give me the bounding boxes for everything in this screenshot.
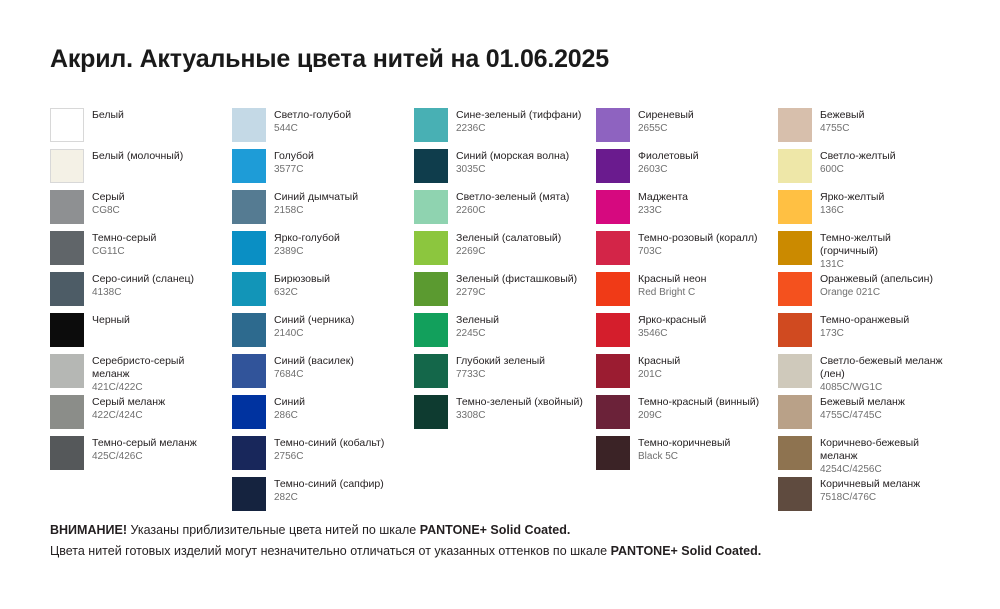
color-name: Синий (черника) bbox=[274, 314, 355, 326]
swatch-labels bbox=[92, 313, 130, 327]
color-name: Ярко-желтый bbox=[820, 191, 885, 203]
swatch-labels bbox=[92, 108, 124, 122]
page-title: Акрил. Актуальные цвета нитей на 01.06.2025 bbox=[50, 45, 609, 73]
swatch-row bbox=[414, 231, 596, 271]
color-chip bbox=[778, 436, 812, 470]
footer-line-2 bbox=[50, 541, 761, 562]
color-code: Red Bright C bbox=[638, 287, 696, 299]
color-code: 7733C bbox=[456, 369, 486, 381]
color-name: Синий (морская волна) bbox=[456, 150, 570, 162]
swatch-row bbox=[778, 231, 960, 271]
color-code: 209C bbox=[638, 410, 662, 422]
swatch-labels bbox=[638, 354, 680, 382]
swatch-row bbox=[232, 231, 414, 271]
swatch-row bbox=[596, 231, 778, 271]
color-chip bbox=[414, 231, 448, 265]
color-code: 2236C bbox=[456, 123, 486, 135]
swatch-row bbox=[414, 149, 596, 189]
swatch-row bbox=[232, 436, 414, 476]
swatch-row bbox=[414, 313, 596, 353]
color-chip bbox=[50, 272, 84, 306]
color-chip bbox=[596, 108, 630, 142]
color-chip bbox=[414, 313, 448, 347]
swatch-row bbox=[50, 354, 232, 394]
swatch-labels bbox=[274, 313, 354, 341]
swatch-labels bbox=[820, 313, 909, 341]
color-chip bbox=[50, 231, 84, 265]
color-name: Светло-зеленый (мята) bbox=[456, 191, 570, 203]
swatch-labels bbox=[820, 354, 948, 395]
color-chip bbox=[50, 395, 84, 429]
color-chip bbox=[596, 149, 630, 183]
color-name: Синий bbox=[274, 396, 305, 408]
color-chip bbox=[778, 313, 812, 347]
swatch-labels bbox=[274, 108, 351, 136]
color-chip bbox=[596, 313, 630, 347]
swatch-labels bbox=[92, 231, 156, 259]
swatch-labels bbox=[274, 477, 384, 505]
color-name: Коричнево-бежевый меланж bbox=[820, 437, 920, 463]
color-code: 4755C bbox=[820, 123, 850, 135]
swatch-labels bbox=[274, 231, 340, 259]
color-chip bbox=[778, 395, 812, 429]
swatch-labels bbox=[274, 395, 305, 423]
color-code: 4755C/4745C bbox=[820, 410, 882, 422]
swatch-column bbox=[232, 108, 414, 518]
color-chip bbox=[50, 354, 84, 388]
color-name: Темно-коричневый bbox=[638, 437, 731, 449]
swatch-row bbox=[778, 313, 960, 353]
swatch-row bbox=[596, 190, 778, 230]
swatch-labels bbox=[456, 272, 577, 300]
color-name: Оранжевый (апельсин) bbox=[820, 273, 933, 285]
color-chip bbox=[596, 354, 630, 388]
color-name: Серый bbox=[92, 191, 125, 203]
color-code: 233C bbox=[638, 205, 662, 217]
color-chip bbox=[232, 477, 266, 511]
color-chip bbox=[50, 190, 84, 224]
footer-pantone-label-2: PANTONE+ Solid Coated. bbox=[610, 543, 762, 558]
swatch-labels bbox=[456, 395, 583, 423]
color-name: Синий (василек) bbox=[274, 355, 354, 367]
color-name: Ярко-красный bbox=[638, 314, 707, 326]
color-name: Темно-серый bbox=[92, 232, 157, 244]
color-code: Orange 021C bbox=[820, 287, 881, 299]
swatch-row bbox=[414, 108, 596, 148]
color-code: 2260C bbox=[456, 205, 486, 217]
color-chip bbox=[232, 313, 266, 347]
color-chip bbox=[232, 436, 266, 470]
color-code: 3035C bbox=[456, 164, 486, 176]
swatch-row bbox=[778, 436, 960, 476]
color-chip bbox=[414, 272, 448, 306]
swatch-labels bbox=[274, 272, 330, 300]
swatch-labels bbox=[456, 190, 569, 218]
color-chip bbox=[50, 149, 84, 183]
color-name: Белый bbox=[92, 109, 124, 121]
color-chip bbox=[596, 436, 630, 470]
color-chip bbox=[778, 190, 812, 224]
color-chip bbox=[778, 272, 812, 306]
color-chip bbox=[232, 354, 266, 388]
swatch-labels bbox=[456, 108, 581, 136]
color-code: 2603C bbox=[638, 164, 668, 176]
footer-pantone-label-1: PANTONE+ Solid Coated. bbox=[419, 523, 571, 537]
swatch-row bbox=[596, 272, 778, 312]
color-code: 2269C bbox=[456, 246, 486, 258]
color-name: Белый (молочный) bbox=[92, 150, 184, 162]
color-name: Красный неон bbox=[638, 273, 707, 285]
color-name: Зеленый bbox=[456, 314, 500, 326]
swatch-labels bbox=[820, 272, 933, 300]
color-name: Темно-оранжевый bbox=[820, 314, 910, 326]
color-code: 4138C bbox=[92, 287, 122, 299]
color-code: 2756C bbox=[274, 451, 304, 463]
color-name: Светло-голубой bbox=[274, 109, 352, 121]
swatch-row bbox=[50, 436, 232, 476]
color-name: Темно-розовый (коралл) bbox=[638, 232, 758, 244]
swatch-labels bbox=[92, 395, 165, 423]
color-name: Сине-зеленый (тиффани) bbox=[456, 109, 582, 121]
color-code: 286C bbox=[274, 410, 298, 422]
swatch-column bbox=[50, 108, 232, 518]
color-name: Темно-желтый (горчичный) bbox=[820, 232, 891, 258]
color-code: 136C bbox=[820, 205, 844, 217]
color-code: 173C bbox=[820, 328, 844, 340]
color-chip bbox=[414, 395, 448, 429]
swatch-labels bbox=[274, 149, 314, 177]
color-chip bbox=[778, 231, 812, 265]
swatch-row bbox=[50, 231, 232, 271]
swatch-row bbox=[232, 190, 414, 230]
swatch-row bbox=[232, 108, 414, 148]
swatch-labels bbox=[456, 354, 545, 382]
color-chip bbox=[414, 149, 448, 183]
swatch-labels bbox=[820, 190, 884, 218]
color-chip bbox=[414, 108, 448, 142]
swatch-labels bbox=[92, 149, 183, 163]
color-chip bbox=[778, 354, 812, 388]
swatch-labels bbox=[638, 231, 758, 259]
color-chip bbox=[232, 395, 266, 429]
footer-line-1-text: Указаны приблизительные цвета нитей по шкале bbox=[127, 523, 420, 537]
color-code: 2245C bbox=[456, 328, 486, 340]
swatch-labels bbox=[274, 436, 384, 464]
color-chip bbox=[778, 477, 812, 511]
footer-attention-label: ВНИМАНИЕ! bbox=[50, 523, 127, 537]
color-name: Зеленый (салатовый) bbox=[456, 232, 562, 244]
swatch-labels bbox=[92, 190, 125, 218]
swatch-row bbox=[596, 108, 778, 148]
swatch-row bbox=[232, 313, 414, 353]
swatch-row bbox=[50, 395, 232, 435]
swatch-row bbox=[50, 149, 232, 189]
color-name: Черный bbox=[92, 314, 130, 326]
color-name: Сиреневый bbox=[638, 109, 694, 121]
color-code: Black 5C bbox=[638, 451, 679, 463]
swatch-row bbox=[778, 354, 960, 394]
swatch-labels bbox=[820, 395, 905, 423]
color-name: Темно-серый меланж bbox=[92, 437, 197, 449]
color-code: 3546C bbox=[638, 328, 668, 340]
color-code: 201C bbox=[638, 369, 662, 381]
swatch-row bbox=[50, 313, 232, 353]
swatch-row bbox=[414, 272, 596, 312]
color-code: 2158C bbox=[274, 205, 304, 217]
color-name: Красный bbox=[638, 355, 681, 367]
color-chip bbox=[232, 149, 266, 183]
color-chip bbox=[596, 272, 630, 306]
color-name: Коричневый меланж bbox=[820, 478, 921, 490]
swatch-row bbox=[232, 477, 414, 517]
color-code: 421C/422C bbox=[92, 382, 143, 394]
color-chip bbox=[232, 231, 266, 265]
swatch-labels bbox=[92, 436, 197, 464]
swatch-labels bbox=[456, 149, 569, 177]
swatch-labels bbox=[274, 354, 354, 382]
swatch-row bbox=[414, 354, 596, 394]
swatch-labels bbox=[638, 108, 694, 136]
swatch-row bbox=[778, 477, 960, 517]
color-name: Бирюзовый bbox=[274, 273, 330, 285]
footer-line-2-text: Цвета нитей готовых изделий могут незначительно отличаться от указанных оттенков по шкале bbox=[50, 543, 611, 558]
swatch-row bbox=[232, 354, 414, 394]
color-code: 3308C bbox=[456, 410, 486, 422]
color-chip bbox=[414, 190, 448, 224]
color-code: 7518C/476C bbox=[820, 492, 877, 504]
swatch-labels bbox=[456, 313, 499, 341]
swatch-row bbox=[778, 190, 960, 230]
swatch-row bbox=[778, 149, 960, 189]
swatch-labels bbox=[638, 190, 688, 218]
color-name: Бежевый меланж bbox=[820, 396, 905, 408]
swatch-row bbox=[596, 436, 778, 476]
color-name: Темно-синий (кобальт) bbox=[274, 437, 385, 449]
color-name: Маджента bbox=[638, 191, 689, 203]
color-code: CG8C bbox=[92, 205, 120, 217]
color-code: 425C/426C bbox=[92, 451, 143, 463]
swatch-row bbox=[232, 395, 414, 435]
swatch-row bbox=[778, 395, 960, 435]
swatch-row bbox=[596, 354, 778, 394]
color-name: Серый меланж bbox=[92, 396, 166, 408]
swatch-column bbox=[596, 108, 778, 518]
swatch-labels bbox=[638, 149, 699, 177]
color-name: Голубой bbox=[274, 150, 314, 162]
swatch-labels bbox=[638, 436, 730, 464]
color-code: 4254C/4256C bbox=[820, 464, 882, 476]
color-name: Зеленый (фисташковый) bbox=[456, 273, 578, 285]
color-code: 282C bbox=[274, 492, 298, 504]
color-code: 422C/424C bbox=[92, 410, 143, 422]
color-name: Бежевый bbox=[820, 109, 865, 121]
color-chip bbox=[50, 436, 84, 470]
color-name: Темно-синий (сапфир) bbox=[274, 478, 384, 490]
color-code: 703C bbox=[638, 246, 662, 258]
swatch-labels bbox=[820, 436, 948, 477]
color-chip bbox=[50, 313, 84, 347]
swatch-labels bbox=[456, 231, 561, 259]
swatch-row bbox=[50, 272, 232, 312]
color-code: 632C bbox=[274, 287, 298, 299]
color-code: 3577C bbox=[274, 164, 304, 176]
color-chip bbox=[414, 354, 448, 388]
color-chip bbox=[232, 272, 266, 306]
color-name: Темно-красный (винный) bbox=[638, 396, 760, 408]
color-chip bbox=[232, 108, 266, 142]
swatch-column bbox=[778, 108, 960, 518]
swatch-labels bbox=[638, 272, 706, 300]
footer-note bbox=[50, 520, 761, 561]
swatch-row bbox=[50, 190, 232, 230]
color-name: Фиолетовый bbox=[638, 150, 699, 162]
swatch-row bbox=[232, 272, 414, 312]
color-code: 2279C bbox=[456, 287, 486, 299]
color-code: 2140C bbox=[274, 328, 304, 340]
swatch-labels bbox=[638, 313, 706, 341]
color-name: Глубокий зеленый bbox=[456, 355, 546, 367]
swatch-row bbox=[232, 149, 414, 189]
swatch-row bbox=[596, 149, 778, 189]
color-code: 544C bbox=[274, 123, 298, 135]
swatch-labels bbox=[820, 149, 896, 177]
color-name: Светло-желтый bbox=[820, 150, 896, 162]
color-code: 2389C bbox=[274, 246, 304, 258]
swatch-labels bbox=[820, 231, 948, 272]
color-code: CG11C bbox=[92, 246, 125, 258]
color-code: 131C bbox=[820, 259, 844, 271]
color-name: Светло-бежевый меланж (лен) bbox=[820, 355, 943, 381]
swatch-row bbox=[50, 108, 232, 148]
swatch-labels bbox=[820, 477, 920, 505]
color-name: Серебристо-серый меланж bbox=[92, 355, 185, 381]
swatch-columns bbox=[50, 108, 960, 518]
swatch-row bbox=[778, 272, 960, 312]
color-code: 600C bbox=[820, 164, 844, 176]
swatch-labels bbox=[638, 395, 759, 423]
swatch-labels bbox=[274, 190, 358, 218]
color-chip bbox=[596, 231, 630, 265]
swatch-labels bbox=[92, 354, 220, 395]
color-chip bbox=[778, 108, 812, 142]
swatch-column bbox=[414, 108, 596, 518]
swatch-row bbox=[596, 313, 778, 353]
color-name: Синий дымчатый bbox=[274, 191, 359, 203]
swatch-row bbox=[414, 190, 596, 230]
swatch-row bbox=[596, 395, 778, 435]
color-chip bbox=[596, 395, 630, 429]
swatch-row bbox=[414, 395, 596, 435]
swatch-row bbox=[778, 108, 960, 148]
footer-line-1 bbox=[50, 520, 761, 541]
color-code: 7684C bbox=[274, 369, 304, 381]
color-chip bbox=[232, 190, 266, 224]
swatch-labels bbox=[820, 108, 864, 136]
color-code: 2655C bbox=[638, 123, 668, 135]
color-chip bbox=[596, 190, 630, 224]
color-name: Темно-зеленый (хвойный) bbox=[456, 396, 583, 408]
color-name: Ярко-голубой bbox=[274, 232, 340, 244]
color-chip bbox=[778, 149, 812, 183]
swatch-labels bbox=[92, 272, 194, 300]
color-chip bbox=[50, 108, 84, 142]
color-name: Серо-синий (сланец) bbox=[92, 273, 195, 285]
color-code: 4085C/WG1C bbox=[820, 382, 883, 394]
